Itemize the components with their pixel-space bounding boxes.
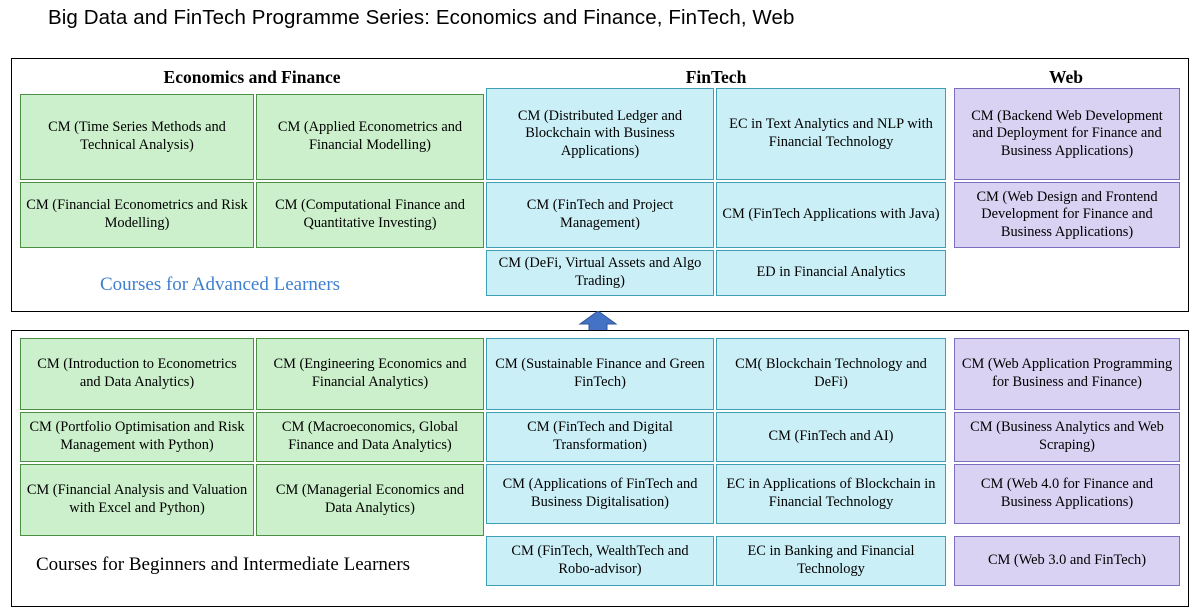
course-card[interactable]: CM (Engineering Economics and Financial Analytics)	[256, 338, 484, 410]
course-card[interactable]: CM (FinTech and AI)	[716, 412, 946, 462]
course-card[interactable]: CM (Distributed Ledger and Blockchain with Business Applications)	[486, 88, 714, 180]
course-card[interactable]: CM (Portfolio Optimisation and Risk Management with Python)	[20, 412, 254, 462]
course-card[interactable]: CM (Introduction to Econometrics and Data Analytics)	[20, 338, 254, 410]
column-header-fintech: FinTech	[685, 67, 747, 87]
course-card[interactable]: CM (Web Design and Frontend Development for Finance and Business Applications)	[954, 182, 1180, 248]
course-card[interactable]: CM (Web 4.0 for Finance and Business Applications)	[954, 464, 1180, 524]
course-card[interactable]: CM (Macroeconomics, Global Finance and Data Analytics)	[256, 412, 484, 462]
course-card[interactable]: CM (Financial Econometrics and Risk Modelling)	[20, 182, 254, 248]
course-card[interactable]: CM (FinTech and Project Management)	[486, 182, 714, 248]
course-card[interactable]: CM (Applied Econometrics and Financial Modelling)	[256, 94, 484, 180]
course-card[interactable]: CM (Sustainable Finance and Green FinTech)	[486, 338, 714, 410]
column-header-web: Web	[1048, 67, 1084, 87]
course-card[interactable]: EC in Applications of Blockchain in Financial Technology	[716, 464, 946, 524]
course-card[interactable]: CM (Web Application Programming for Business and Finance)	[954, 338, 1180, 410]
course-card[interactable]: CM (Applications of FinTech and Business Digitalisation)	[486, 464, 714, 524]
course-card[interactable]: CM (Computational Finance and Quantitative Investing)	[256, 182, 484, 248]
course-card[interactable]: CM (Financial Analysis and Valuation with Excel and Python)	[20, 464, 254, 536]
course-card[interactable]: CM (Web 3.0 and FinTech)	[954, 536, 1180, 586]
page-title: Big Data and FinTech Programme Series: Economics and Finance, FinTech, Web	[48, 6, 795, 29]
course-card[interactable]: CM (Backend Web Development and Deployment for Finance and Business Applications)	[954, 88, 1180, 180]
caption-advanced-learners: Courses for Advanced Learners	[100, 274, 341, 295]
column-header-economics-and-finance: Economics and Finance	[163, 67, 341, 87]
course-card[interactable]: EC in Banking and Financial Technology	[716, 536, 946, 586]
course-card[interactable]: CM (DeFi, Virtual Assets and Algo Trading)	[486, 250, 714, 296]
course-card[interactable]: CM (FinTech and Digital Transformation)	[486, 412, 714, 462]
course-card[interactable]: ED in Financial Analytics	[716, 250, 946, 296]
course-card[interactable]: CM (FinTech Applications with Java)	[716, 182, 946, 248]
course-card[interactable]: CM (Time Series Methods and Technical Analysis)	[20, 94, 254, 180]
course-card[interactable]: CM (FinTech, WealthTech and Robo-advisor)	[486, 536, 714, 586]
course-card[interactable]: CM (Business Analytics and Web Scraping)	[954, 412, 1180, 462]
course-card[interactable]: EC in Text Analytics and NLP with Financial Technology	[716, 88, 946, 180]
course-card[interactable]: CM (Managerial Economics and Data Analytics)	[256, 464, 484, 536]
caption-beginner-intermediate-learners: Courses for Beginners and Intermediate Learners	[36, 554, 411, 575]
course-card[interactable]: CM( Blockchain Technology and DeFi)	[716, 338, 946, 410]
